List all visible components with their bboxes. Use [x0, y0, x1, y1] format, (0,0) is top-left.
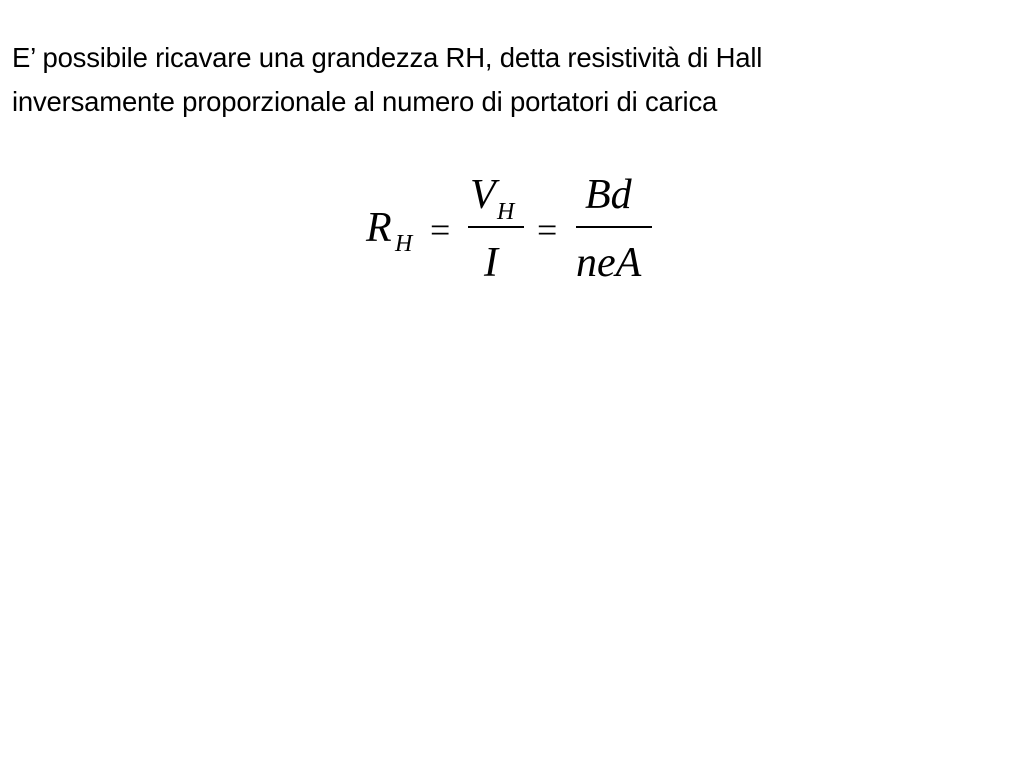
fraction1-numerator-subscript: H [497, 199, 515, 225]
fraction1-denominator: I [484, 240, 498, 286]
fraction2-denominator: neA [576, 240, 642, 286]
fraction2-bar [576, 226, 652, 228]
formula-lhs-subscript: H [395, 231, 413, 257]
fraction1-bar [468, 226, 524, 228]
text-line-2: inversamente proporzionale al numero di portatori di carica [12, 86, 718, 117]
formula-equals-1: = [430, 210, 451, 250]
fraction2-numerator: Bd [585, 172, 632, 218]
body-text [12, 36, 1017, 124]
text-line-1: E’ possibile ricavare una grandezza RH, detta resistività di Hall [12, 42, 763, 73]
fraction1-numerator-symbol: V [470, 172, 496, 218]
hall-resistivity-formula [364, 170, 664, 290]
formula-equals-2: = [537, 210, 558, 250]
formula-lhs-symbol: R [366, 205, 392, 251]
